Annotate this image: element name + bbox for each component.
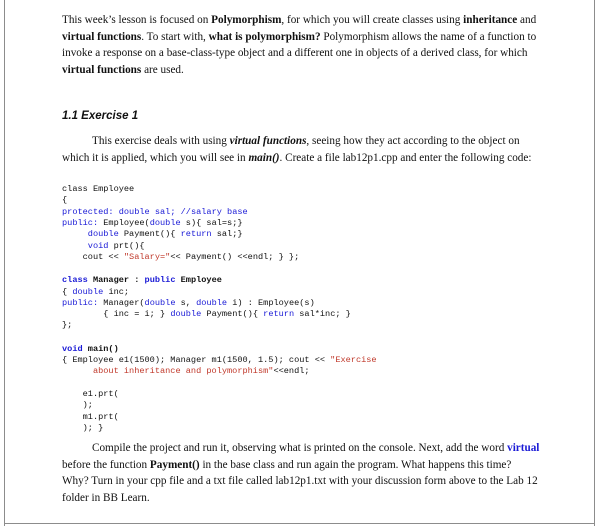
page-border-left bbox=[4, 0, 5, 526]
code-block-main: void main() { Employee e1(1500); Manager m1(1500, 1.5); cout << "Exercise about inheritance and polymorphism"<<endl; e1.prt( ); m1.prt( ); } bbox=[62, 343, 377, 433]
closing-paragraph: Compile the project and run it, observing what is printed on the console. Next, add the word virtual before the function Payment() in the base class and run again the program. What happens this time? Why? Turn in your cpp file and a txt file called lab12p1.txt with your discussion form above to the Lab 12 folder in BB Learn. bbox=[62, 442, 540, 504]
intro-paragraph: This week’s lesson is focused on Polymorphism, for which you will create classes using inheritance and virtual functions. To start with, what is polymorphism? Polymorphism allows the name of a function to invoke a response on a base-class-type object and a different one in objects of a derived class, for which virtual functions are used. bbox=[62, 14, 537, 76]
section-heading: 1.1 Exercise 1 bbox=[62, 110, 139, 123]
code-block-manager: class Manager : public Employee { double inc; public: Manager(double s, double i) : Employee(s) { inc = i; } double Payment(){ return sal*inc; } }; bbox=[62, 275, 351, 331]
document-page bbox=[62, 12, 540, 506]
code-block-employee: class Employee { protected: double sal; //salary base public: Employee(double s){ sal=s;} double Payment(){ return sal;} void prt(){ cout << "Salary="<< Payment() <<endl; } }; bbox=[62, 184, 300, 262]
page-border-right bbox=[594, 0, 595, 526]
page-border-bottom bbox=[4, 523, 595, 524]
exercise-paragraph: This exercise deals with using virtual functions, seeing how they act according to the object on which it is applied, which you will see in main(). Create a file lab12p1.cpp and enter the following code: bbox=[62, 134, 532, 164]
